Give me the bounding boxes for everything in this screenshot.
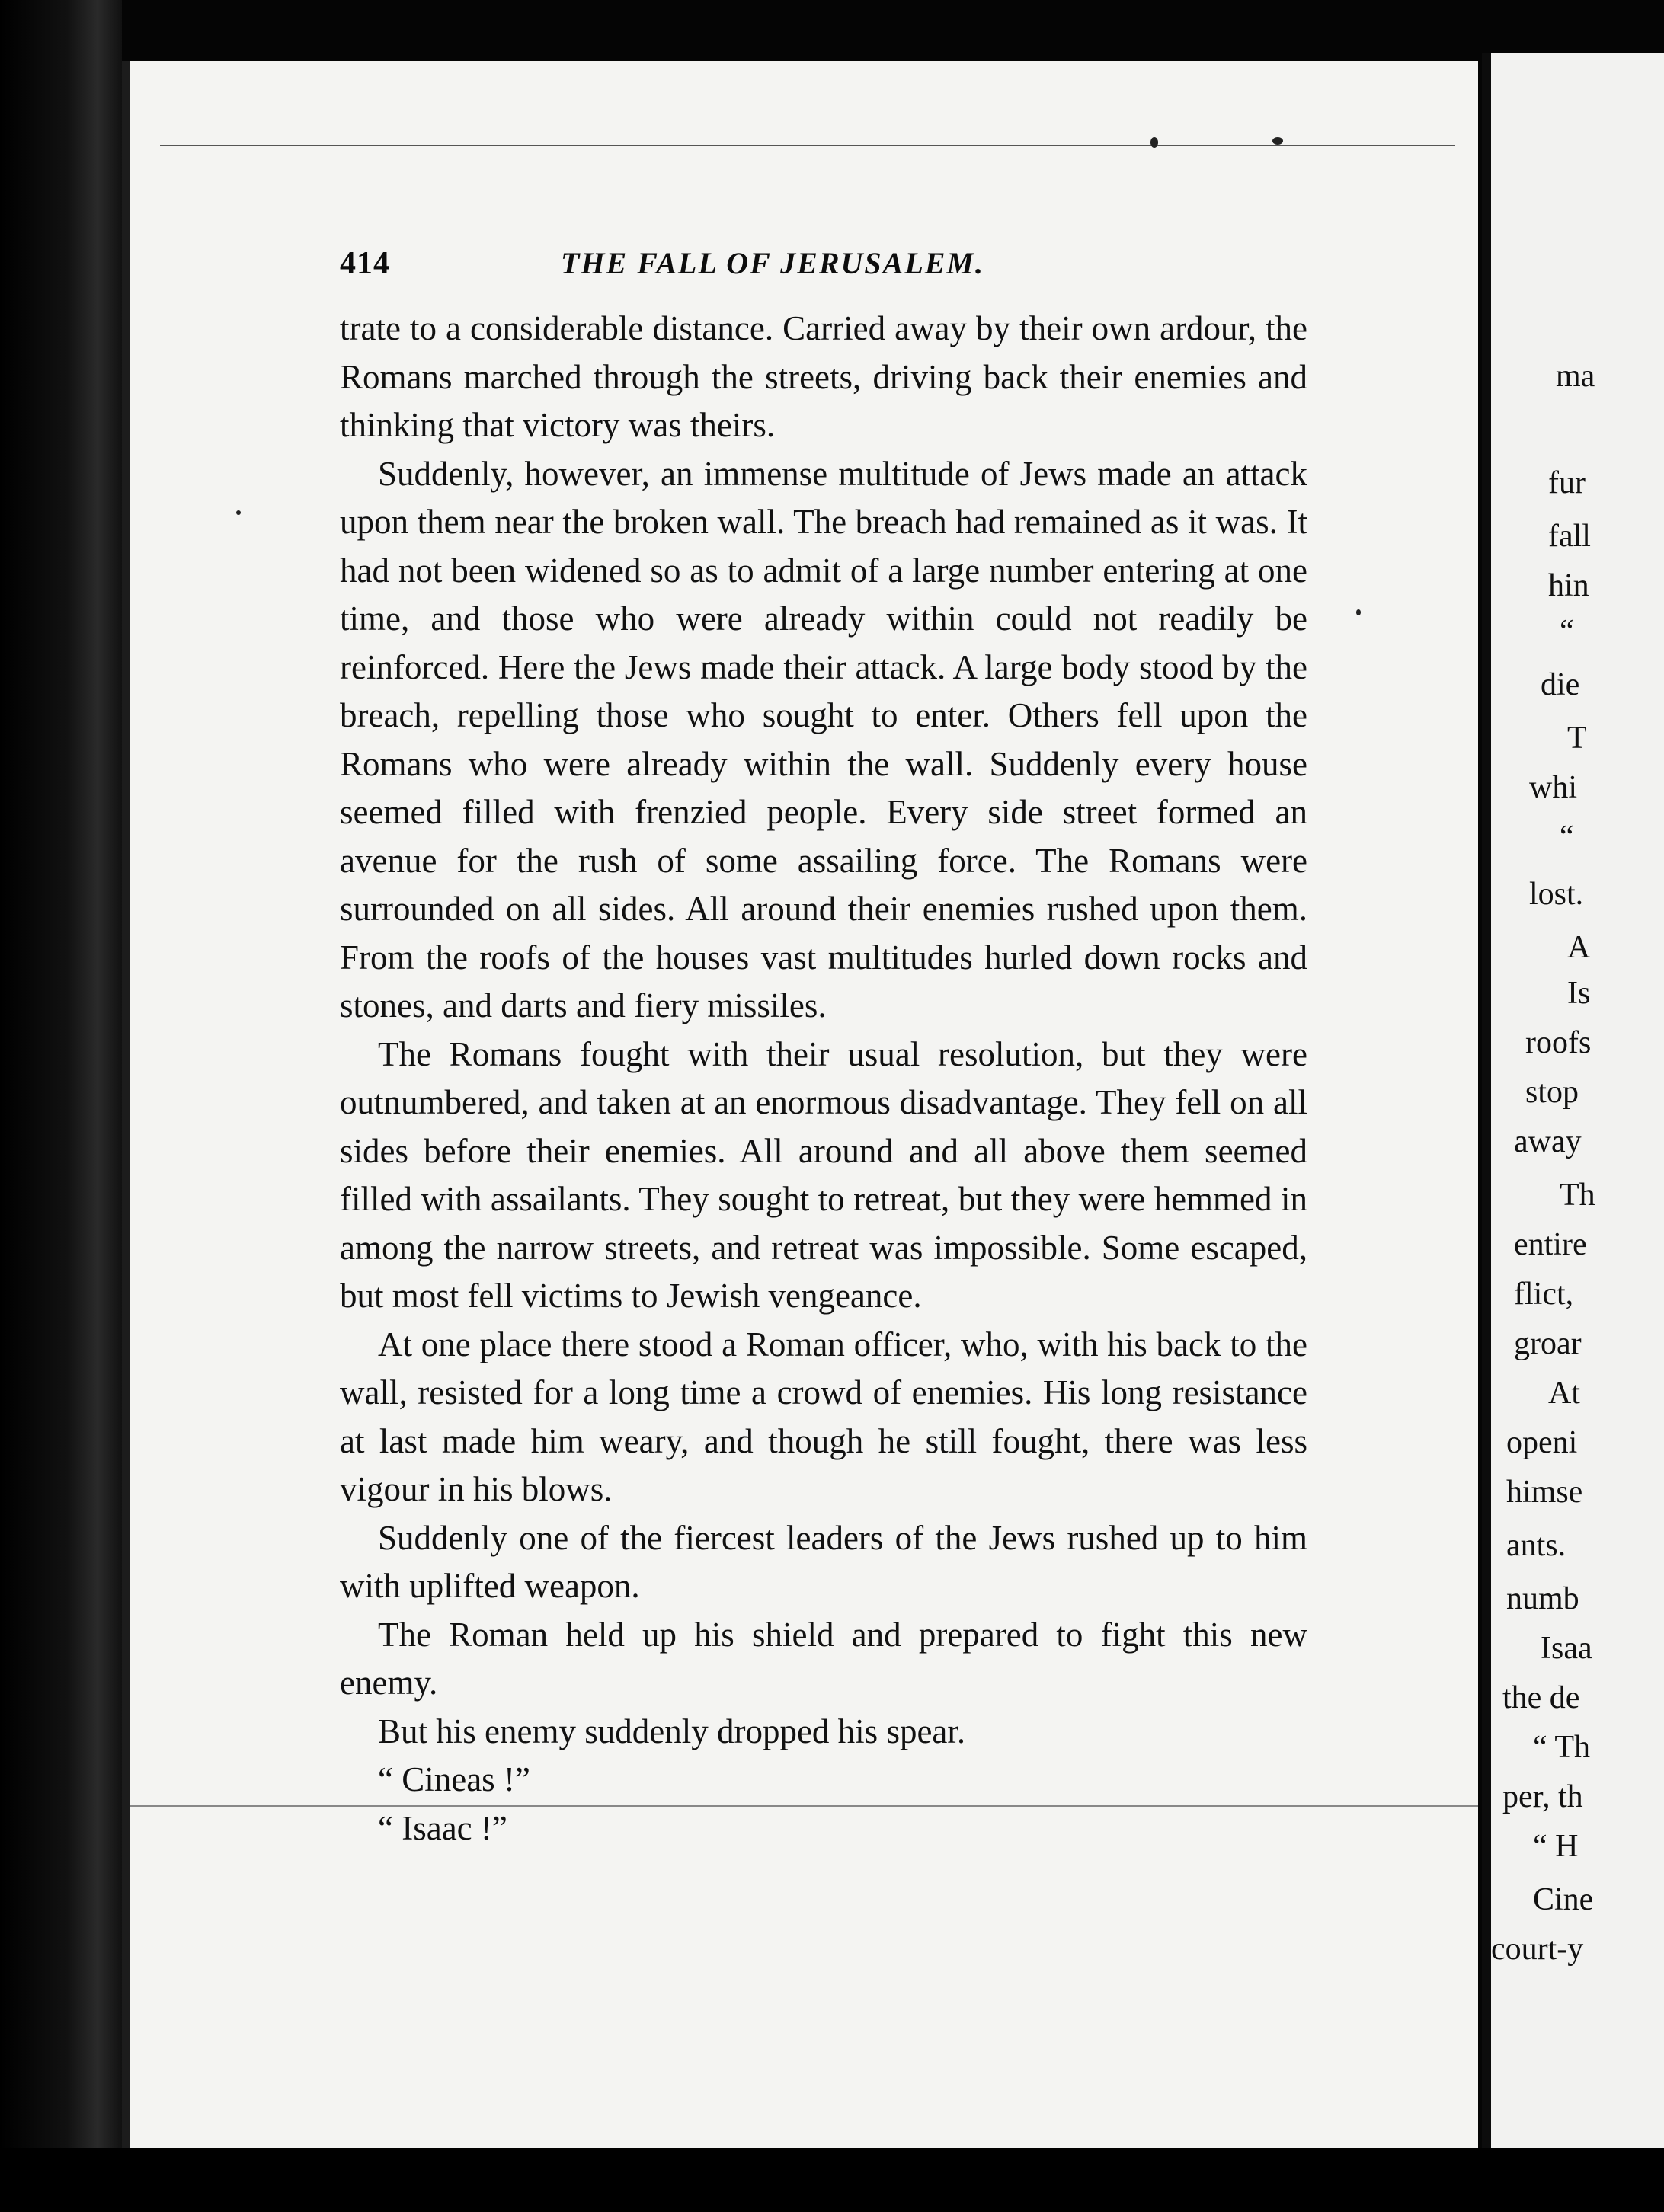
ink-speck: [1272, 137, 1283, 145]
top-rule: [160, 145, 1455, 146]
ink-speck: [1356, 609, 1361, 615]
right-page-line-fragment: A: [1567, 930, 1591, 965]
right-page-line-fragment: stop: [1525, 1075, 1579, 1110]
right-page-line-fragment: Isaa: [1541, 1631, 1592, 1666]
right-page-line-fragment: the de: [1502, 1680, 1580, 1715]
paragraph: Suddenly one of the fiercest leaders of the Jews rushed up to him with uplifted weapon.: [340, 1518, 1307, 1605]
right-page-line-fragment: roofs: [1525, 1025, 1592, 1060]
right-page-line-fragment: numb: [1506, 1581, 1579, 1616]
right-page-line-fragment: ma: [1556, 359, 1595, 394]
right-page-line-fragment: himse: [1506, 1475, 1583, 1510]
right-page-line-fragment: groar: [1514, 1326, 1582, 1361]
paragraph: trate to a considerable distance. Carried away by their own ardour, the Romans marched through the streets, driving back their enemies and thinking that victory was theirs.: [340, 309, 1307, 444]
paragraph: The Roman held up his shield and prepared to fight this new enemy.: [340, 1615, 1307, 1702]
right-page-line-fragment: flict,: [1514, 1277, 1574, 1312]
running-head: [340, 245, 1323, 291]
right-page-line-fragment: “ Th: [1533, 1730, 1591, 1765]
ink-speck: [1150, 137, 1158, 148]
right-page-line-fragment: away: [1514, 1124, 1582, 1159]
paragraph: Suddenly, however, an immense multitude of Jews made an attack upon them near the broken wall. The breach had remained as it was. It had not been widened so as to admit of a large number entering at one time, and those who were already within could not readily be reinforced. Here the Jews made their attack. A large body stood by the breach, repelling those who sought to enter. Others fell upon the Romans who were already within the wall. Suddenly every house seemed filled with frenzied people. Every side street formed an avenue for the rush of some assailing force. The Romans were surrounded on all sides. All around their enemies rushed upon them. From the roofs of the houses vast multitudes hurled down rocks and stones, and darts and fiery missiles.: [340, 454, 1307, 1024]
right-page-line-fragment: whi: [1529, 770, 1577, 805]
ink-speck: [236, 510, 241, 515]
right-page-text: [1491, 53, 1664, 2156]
right-page-line-fragment: ants.: [1506, 1528, 1566, 1563]
paragraph: “ Cineas !”: [378, 1760, 530, 1798]
running-title: THE FALL OF JERUSALEM.: [561, 246, 984, 280]
right-page-line-fragment: fall: [1548, 519, 1591, 554]
paragraph: At one place there stood a Roman officer, who, with his back to the wall, resisted for a long time a crowd of enemies. His long resistance at last made him weary, and though he still fought, there was less vigour in his blows.: [340, 1325, 1307, 1508]
page-body-text: [340, 305, 1307, 1852]
right-page-line-fragment: lost.: [1529, 877, 1584, 912]
right-page-line-fragment: per, th: [1502, 1779, 1583, 1814]
binding-shadow: [0, 0, 122, 2212]
right-page-line-fragment: “ H: [1533, 1829, 1579, 1864]
paragraph: The Romans fought with their usual resolution, but they were outnumbered, and taken at an enormous disadvantage. They fell on all sides before their enemies. All around and all above them seemed filled with assailants. They sought to retreat, but they were hemmed in among the narrow streets, and retreat was impossible. Some escaped, but most fell victims to Jewish vengeance.: [340, 1034, 1307, 1315]
page-number: 414: [340, 246, 390, 281]
right-page-line-fragment: “: [1560, 614, 1574, 649]
right-page-line-fragment: openi: [1506, 1425, 1578, 1460]
paragraph: But his enemy suddenly dropped his spear.: [378, 1712, 966, 1750]
right-page: [1482, 53, 1664, 2156]
right-page-line-fragment: T: [1567, 721, 1587, 756]
paragraph: “ Isaac !”: [378, 1808, 507, 1847]
right-page-line-fragment: “: [1560, 820, 1574, 855]
right-page-line-fragment: die: [1541, 667, 1580, 702]
right-page-line-fragment: court-y: [1491, 1932, 1584, 1967]
right-page-line-fragment: hin: [1548, 568, 1589, 603]
right-page-line-fragment: Is: [1567, 976, 1591, 1011]
right-page-line-fragment: fur: [1548, 465, 1586, 500]
right-page-line-fragment: entire: [1514, 1227, 1587, 1262]
right-page-line-fragment: Th: [1560, 1178, 1595, 1213]
bottom-shadow: [0, 2148, 1664, 2212]
right-page-line-fragment: Cine: [1533, 1882, 1594, 1917]
right-page-line-fragment: At: [1548, 1376, 1580, 1411]
